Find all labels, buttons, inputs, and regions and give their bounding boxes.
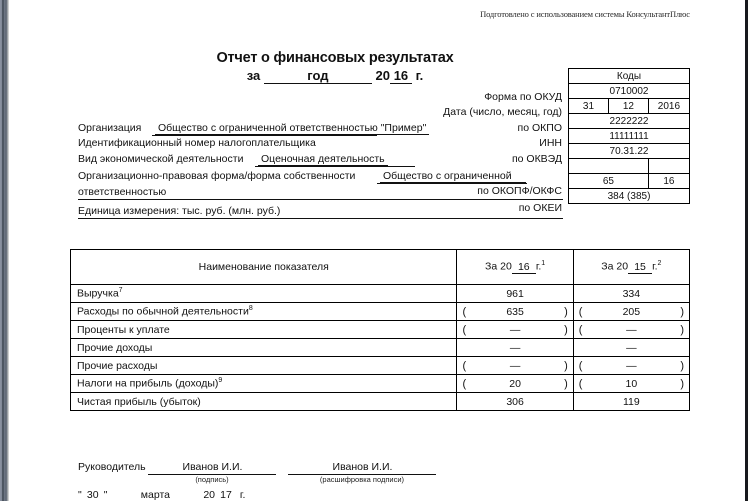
title-year-blank: 16 xyxy=(390,68,412,84)
field-legalform-value2[interactable]: ответственностью xyxy=(78,186,167,198)
codes-okved-row xyxy=(569,144,690,159)
table-row xyxy=(71,285,690,303)
codes-okved-value: 70.31.22 xyxy=(569,144,690,159)
title-period-line xyxy=(185,68,485,84)
paren-close: ) xyxy=(680,305,684,318)
legalform-rule2 xyxy=(78,199,563,200)
label-okopf: по ОКОПФ/ОКФС xyxy=(477,185,562,197)
codes-okopf-row xyxy=(569,174,690,189)
signature-caption: (подпись) xyxy=(195,475,229,484)
footer-date-line: " 30 " марта 20 17 г. xyxy=(78,489,246,501)
row-label: Налоги на прибыль (доходы)$^9$ xyxy=(71,375,457,393)
footer-date-month[interactable]: марта xyxy=(110,489,200,501)
label-okved: по ОКВЭД xyxy=(511,153,562,165)
row-value-previous[interactable]: 119 xyxy=(573,393,689,411)
row-value-current[interactable]: ( — ) xyxy=(457,321,573,339)
organization-rule xyxy=(152,135,377,136)
table-row xyxy=(71,357,690,375)
codes-okfs-value: 16 xyxy=(648,174,689,189)
row-label-note: 8 xyxy=(248,305,253,313)
paren-open: ( xyxy=(578,359,583,372)
row-value-previous[interactable]: — xyxy=(573,339,689,357)
paren-open: ( xyxy=(462,377,467,390)
row-value-previous[interactable]: ( 205 ) xyxy=(573,303,689,321)
paren-open: ( xyxy=(578,305,583,318)
unit-rule xyxy=(78,218,563,219)
col-header-current xyxy=(457,250,573,285)
field-unit-label: Единица измерения: тыс. руб. (млн. руб.) xyxy=(78,205,281,217)
title-za: за xyxy=(246,68,261,83)
field-legalform-value[interactable]: Общество с ограниченной xyxy=(380,170,526,183)
label-okei: по ОКЕИ xyxy=(518,202,562,214)
title-year-suffix: г. xyxy=(415,68,424,83)
label-okpo: по ОКПО xyxy=(517,122,562,134)
row-label: Проценты к уплате xyxy=(71,321,457,339)
footer-date-year-prefix: 20 xyxy=(203,489,215,501)
field-activity-label: Вид экономической деятельности xyxy=(78,153,244,165)
col-current-prefix: За 20 xyxy=(485,260,512,273)
codes-header-cell: Коды xyxy=(569,69,690,84)
table-row xyxy=(71,375,690,393)
table-row xyxy=(71,303,690,321)
field-activity-value-wrap xyxy=(258,153,388,166)
prepared-with-note: Подготовлено с использованием системы КонсультантПлюс xyxy=(480,9,690,19)
row-label-note: 7 xyxy=(118,287,123,295)
codes-okpo-row xyxy=(569,114,690,129)
table-row xyxy=(71,393,690,411)
field-organization-value[interactable]: Общество с ограниченной ответственностью "Пример" xyxy=(155,122,429,135)
codes-spacer-row xyxy=(569,159,690,174)
field-legalform-value-wrap xyxy=(380,170,526,183)
page-right-edge xyxy=(745,0,748,501)
codes-date-row xyxy=(569,99,690,114)
col-current-suffix: г. xyxy=(535,260,542,273)
paren-open: ( xyxy=(578,377,583,390)
row-label: Расходы по обычной деятельности$^8$ xyxy=(71,303,457,321)
indicators-table xyxy=(70,249,690,411)
row-value-current[interactable]: — xyxy=(457,339,573,357)
signature-name[interactable]: Иванов И.И. xyxy=(182,461,243,473)
field-organization-label: Организация xyxy=(78,122,142,134)
paren-open: ( xyxy=(578,323,583,336)
title-period-blank: год xyxy=(264,68,372,84)
codes-table xyxy=(568,68,690,204)
codes-inn-value: 11111111 xyxy=(569,129,690,144)
row-value-previous[interactable]: ( — ) xyxy=(573,321,689,339)
col-current-year: 16 xyxy=(512,261,536,274)
paren-close: ) xyxy=(564,305,568,318)
director-label: Руководитель xyxy=(78,461,146,473)
codes-spacer-left xyxy=(569,159,649,174)
codes-okud-row xyxy=(569,84,690,99)
field-organization xyxy=(78,122,141,134)
footer-date-day[interactable]: 30 xyxy=(82,489,104,501)
decoded-name[interactable]: Иванов И.И. xyxy=(332,461,393,473)
label-date: Дата (число, месяц, год) xyxy=(443,106,562,118)
field-organization-value-wrap xyxy=(155,122,429,135)
table-row xyxy=(71,321,690,339)
title-year-prefix: 20 xyxy=(375,68,390,83)
paren-close: ) xyxy=(680,323,684,336)
codes-okud-value: 0710002 xyxy=(569,84,690,99)
codes-date-month: 12 xyxy=(608,99,648,114)
codes-date-day: 31 xyxy=(569,99,609,114)
col-previous-prefix: За 20 xyxy=(601,260,629,273)
codes-okei-row xyxy=(569,189,690,204)
col-header-previous xyxy=(573,250,689,285)
indicators-tbody xyxy=(71,285,690,411)
row-label: Выручка$^7$ xyxy=(71,285,457,303)
page-title: Отчет о финансовых результатах xyxy=(216,50,454,66)
col-header-name: Наименование показателя xyxy=(71,250,457,285)
activity-rule xyxy=(255,166,415,167)
decoded-caption: (расшифровка подписи) xyxy=(319,475,405,484)
col-previous-suffix: г. xyxy=(652,260,658,273)
paren-open: ( xyxy=(462,323,467,336)
codes-okopf-value: 65 xyxy=(569,174,649,189)
paren-open: ( xyxy=(462,305,467,318)
row-value-current[interactable]: ( — ) xyxy=(457,357,573,375)
codes-header-row xyxy=(569,69,690,84)
label-inn: ИНН xyxy=(539,137,562,149)
footer-date-year[interactable]: 17 xyxy=(215,489,237,501)
paren-close: ) xyxy=(680,359,684,372)
legalform-rule xyxy=(377,183,527,184)
field-legalform-label: Организационно-правовая форма/форма собственности xyxy=(78,170,356,182)
table-row xyxy=(71,339,690,357)
codes-okei-value: 384 (385) xyxy=(569,189,690,204)
codes-inn-row xyxy=(569,129,690,144)
row-value-previous[interactable]: ( — ) xyxy=(573,357,689,375)
footer-date-year-suffix: г. xyxy=(239,489,246,501)
codes-spacer-right xyxy=(648,159,689,174)
row-label: Чистая прибыль (убыток) xyxy=(71,393,457,411)
row-label: Прочие расходы xyxy=(71,357,457,375)
row-value-previous[interactable]: 334 xyxy=(573,285,689,303)
col-previous-note: 2 xyxy=(657,260,662,268)
col-current-note: 1 xyxy=(541,260,546,268)
paren-close: ) xyxy=(680,377,684,390)
row-value-current[interactable]: 961 xyxy=(457,285,573,303)
label-okud: Форма по ОКУД xyxy=(484,91,562,103)
paren-close: ) xyxy=(564,359,568,372)
page-left-edge-line xyxy=(2,0,4,501)
field-activity-value[interactable]: Оценочная деятельность xyxy=(258,153,388,166)
row-label-note: 9 xyxy=(218,377,223,385)
indicators-header-row xyxy=(71,250,690,285)
field-inn-label: Идентификационный номер налогоплательщика xyxy=(78,137,316,149)
col-previous-year: 15 xyxy=(628,261,652,274)
row-value-current[interactable]: ( 20 ) xyxy=(457,375,573,393)
codes-okpo-value: 2222222 xyxy=(569,114,690,129)
row-label: Прочие доходы xyxy=(71,339,457,357)
indicators-thead xyxy=(71,250,690,285)
row-value-previous[interactable]: ( 10 ) xyxy=(573,375,689,393)
row-value-current[interactable]: ( 635 ) xyxy=(457,303,573,321)
paren-close: ) xyxy=(564,323,568,336)
row-value-current[interactable]: 306 xyxy=(457,393,573,411)
paren-open: ( xyxy=(462,359,467,372)
paren-close: ) xyxy=(564,377,568,390)
codes-date-year: 2016 xyxy=(648,99,689,114)
